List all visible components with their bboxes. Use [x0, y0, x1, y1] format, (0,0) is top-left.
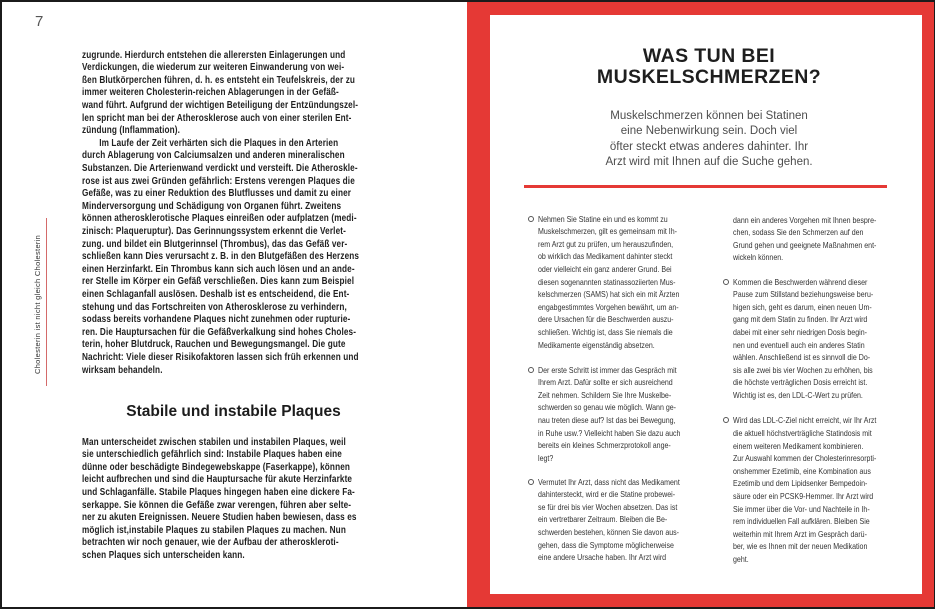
text-line: Minderversorgung und Schädigung von Organen führt. Zweitens [82, 200, 342, 212]
text-line: einen Herzinfarkt. Ein Thrombus kann sich auch lösen und an ande- [82, 263, 355, 275]
text-line: Kommen die Beschwerden während dieser [733, 276, 868, 287]
text-line: die aktuell höchstverträgliche Statindosis mit [733, 427, 872, 438]
text-line: schen Plaques sich unterscheiden kann. [82, 550, 245, 562]
text-line: Ihrem Arzt. Dafür sollte er sich ausreichend [538, 377, 673, 388]
title-line: WAS TUN BEI [642, 45, 776, 67]
text-line: terin, hoher Blutdruck, Rauchen und Bewegungsmangel. Die gute [82, 339, 346, 351]
text-line: können atherosklerotische Plaques einreißen oder aufplatzen (medi- [82, 213, 357, 225]
body-paragraph [82, 138, 359, 377]
tip-item [733, 276, 904, 402]
tip-item [733, 414, 908, 565]
title-line: MUSKELSCHMERZEN? [596, 66, 822, 88]
tip-text [538, 364, 680, 465]
side-divider [46, 218, 47, 386]
text-line: eine andere Ursache haben. Ihr Arzt wird [538, 552, 667, 563]
tip-text [538, 476, 680, 564]
text-line: eine Nebenwirkung sein. Doch viel [620, 125, 798, 138]
text-line: rer Stelle im Körper ein Gefäß verschließen. Dies kann zum Beispiel [82, 276, 355, 288]
text-line: onshemmer Ezetimib, eine Kombination aus [733, 465, 871, 476]
text-line: bereits ein kleines Schmerzprotokoll ange- [538, 440, 671, 451]
text-line: gehen, dass die Symptome möglicherweise [538, 539, 674, 550]
text-line: zung. und bildet ein Blutgerinnsel (Thrombus), das das Gefäß ver- [82, 238, 348, 250]
circle-bullet-icon [528, 479, 534, 485]
circle-bullet-icon [723, 417, 729, 423]
text-line: dabei mit einer sehr niedrigen Dosis begin- [733, 327, 867, 338]
text-line: legt? [538, 452, 554, 463]
tip-text [733, 276, 873, 402]
circle-bullet-icon [528, 367, 534, 373]
tip-item-continued [733, 214, 908, 264]
text-line: ßen Blutkörperchen führen, d. h. es entsteht ein Teufelskreis, der zu [82, 74, 356, 86]
text-line: Im Laufe der Zeit verhärten sich die Plaques in den Arterien [99, 137, 339, 149]
circle-bullet-icon [528, 216, 534, 222]
text-line: serkappe. Sie können die Gefäße zwar verengen, führen aber selte- [82, 499, 352, 511]
text-line: Arzt wird mit Ihnen auf die Suche gehen. [605, 155, 813, 168]
text-line: engabgestimmtes Vorgehen bewährt, um an- [538, 301, 679, 312]
text-line: rem individuellen Fall aufklären. Bleiben Sie [733, 516, 870, 527]
text-line: ob wirklich das Medikament dahinter steckt [538, 251, 673, 262]
text-line: Substanzen. Die Arterienwand verdickt und versteift. Die Atheroskle- [82, 163, 358, 175]
text-line: ber, wie es Ihnen mit der neuen Medikation [733, 541, 868, 552]
text-line: dann ein anderes Vorgehen mit Ihnen bespre- [733, 214, 877, 225]
text-line: immer weiteren Cholesterin-reichen Ablagerungen in der Gefäß- [82, 87, 339, 99]
text-line: Gefäße, was zu einer Reduktion des Blutflusses und damit zu einer [82, 188, 352, 200]
text-line: dünne oder beschädigte Bindegewebskappe (Faserkappe), können [82, 461, 351, 473]
text-line: Man unterscheidet zwischen stabilen und instabilen Plaques, weil [82, 436, 346, 448]
text-line: oder vielleicht ein ganz anderer Grund. Bei [538, 264, 672, 275]
text-line: schließen kann Dies verursacht z. B. in den Blutgefäßen des Herzens [82, 251, 360, 263]
text-line: durch Ablagerung von Calciumsalzen und anderen mineralischen [82, 150, 345, 162]
text-line: schwerden bestehen, können Sie davon aus- [538, 527, 680, 538]
text-line: in Ruhe usw.? Vielleicht haben Sie dazu auch [538, 427, 681, 438]
info-box-title [490, 46, 928, 88]
tip-item [538, 476, 711, 564]
text-line: Der erste Schritt ist immer das Gespräch mit [538, 364, 677, 375]
text-line: zinisch: Plaqueruptur). Das Gerinnungssystem erkennt die Verlet- [82, 226, 346, 238]
text-line: nau treten diese auf? Ist das bei Bewegung, [538, 415, 676, 426]
text-line: schwerden so genau wie möglich. Wann ge- [538, 402, 677, 413]
text-line: ner zu akuten Ereignissen. Neuere Studien haben bewiesen, dass es [82, 512, 357, 524]
text-line: Wird das LDL-C-Ziel nicht erreicht, wir Ihr Arzt [733, 415, 877, 426]
info-box-frame [467, 2, 934, 607]
text-line: kelschmerzen (SAMS) hat sich ein mit Ärzten [538, 289, 680, 300]
text-line: Nehmen Sie Statine ein und es kommt zu [538, 213, 668, 224]
tip-item [538, 213, 710, 352]
text-line: dere Ursachen für die Beschwerden auszu- [538, 314, 674, 325]
text-line: leicht aufbrechen und sind die Hauptursache für akute Herzinfarkte [82, 474, 353, 486]
text-line: Wichtig ist es, den LDL-C-Wert zu prüfen. [733, 390, 863, 401]
info-box [490, 15, 922, 594]
text-line: einem weiteren Medikament kombinieren. [733, 440, 864, 451]
circle-bullet-icon [723, 279, 729, 285]
text-line: Pause zum Stillstand beziehungsweise beru- [733, 289, 874, 300]
text-line: diesen sogenannten statinassoziierten Mus- [538, 276, 676, 287]
text-line: se für drei bis vier Wochen absetzen. Das ist [538, 501, 678, 512]
text-line: nen und eventuell auch ein anderes Statin [733, 339, 865, 350]
text-line: weiterhin mit Ihrem Arzt im Gespräch darü- [733, 528, 867, 539]
text-line: wand führt. Aufgrund der wichtigen Beteiligung der Entzündungszel- [82, 100, 359, 112]
text-line: dahintersteckt, wird er die Statine probewei- [538, 489, 676, 500]
text-line: Zur Auswahl kommen der Cholesterinresorpti- [733, 453, 877, 464]
text-line: Ezetimib und dem Lipidsenker Bempedoin- [733, 478, 868, 489]
text-line: sie unterschiedlich gefährlich sind: Instabile Plaques haben eine [82, 449, 342, 461]
page-number: 7 [35, 13, 44, 30]
text-line: einen Schlaganfall auslösen. Deshalb ist es entscheidend, die Ent- [82, 289, 350, 301]
text-line: len spricht man bei der Atherosklerose auch von einer sterilen Ent- [82, 112, 352, 124]
text-line: ein vertretbarer Zeitraum. Bleiben die Be- [538, 514, 668, 525]
text-line: sis alle zwei bis vier Wochen zu erhöhen, bis [733, 364, 873, 375]
text-line: Zeit nehmen. Schildern Sie Ihre Muskelbe- [538, 389, 672, 400]
text-line: higen sich, geht es darum, einen neuen Um- [733, 301, 872, 312]
text-line: betrachten wir noch genauer, wie der Aufbau der atheroskleroti- [82, 537, 339, 549]
text-line: ren. Die Hauptursachen für die Gefäßverkalkung sind hohes Choles- [82, 326, 357, 338]
text-line: geht. [733, 553, 749, 564]
text-line: chen, sodass Sie den Schmerzen auf den [733, 227, 864, 238]
text-line: säure oder ein PCSK9-Hemmer. Ihr Arzt wird [733, 490, 874, 501]
text-line: schließen. Wichtig ist, dass Sie niemals die [538, 327, 673, 338]
text-line: rem Arzt gut zu prüfen, um herauszufinden, [538, 238, 674, 249]
text-line: sodass bereits vorhandene Plaques nicht zunehmen oder rupturie- [82, 314, 351, 326]
tip-text [538, 213, 679, 352]
text-line: die höchste verträglichen Dosis erreicht ist. [733, 377, 868, 388]
text-line: Nachricht: Viele dieser Risikofaktoren lassen sich früh erkennen und [82, 351, 359, 363]
tip-text [733, 214, 876, 264]
text-line: wirksam behandeln. [82, 364, 163, 376]
text-line: Grund gehen und geeignete Maßnahmen ent- [733, 239, 877, 250]
text-line: Muskelschmerzen können bei Statinen [610, 110, 808, 122]
text-line: Medikamente eigenständig absetzen. [538, 339, 655, 350]
text-line: wickeln können. [733, 252, 784, 263]
text-line: möglich ist,instabile Plaques zu stabilen Plaques zu machen. Nun [82, 524, 346, 536]
text-line: und Schlaganfälle. Stabile Plaques hingegen haben eine dickere Fa- [82, 487, 355, 499]
text-line: Muskelschmerzen, gilt es gemeinsam mit Ih- [538, 226, 678, 237]
tip-text [733, 414, 876, 565]
body-paragraph [82, 437, 357, 563]
body-paragraph [82, 50, 358, 138]
left-page [2, 2, 467, 607]
text-line: Sie immer über die Vor- und Nachteile in Ih- [733, 503, 870, 514]
info-box-intro [490, 109, 928, 170]
red-divider [524, 185, 887, 188]
text-line: gang mit dem Statin zu finden. Ihr Arzt wird [733, 314, 868, 325]
section-heading: Stabile und instabile Plaques [126, 403, 341, 420]
text-line: wählen. Anschließend ist es sinnvoll die Do- [733, 352, 871, 363]
text-line: zugrunde. Hierdurch entstehen die allerersten Einlagerungen und [82, 49, 346, 61]
text-line: zündung (Inflammation). [82, 125, 181, 137]
text-line: rose ist aus zwei Gründen gefährlich: Erstens verengen Plaques die [82, 175, 355, 187]
text-line: Vermutet Ihr Arzt, dass nicht das Medikament [538, 476, 680, 487]
tip-item [538, 364, 712, 465]
text-line: Verdickungen, die wiederum zur weiteren Einwanderung von wei- [82, 62, 345, 74]
text-line: stehung und das Fortschreiten von Atherosklerose zu verhindern, [82, 301, 347, 313]
text-line: öfter steckt etwas anderes dahinter. Ihr [609, 140, 809, 153]
chapter-side-label: Cholesterin ist nicht gleich Cholesterin [33, 234, 42, 374]
